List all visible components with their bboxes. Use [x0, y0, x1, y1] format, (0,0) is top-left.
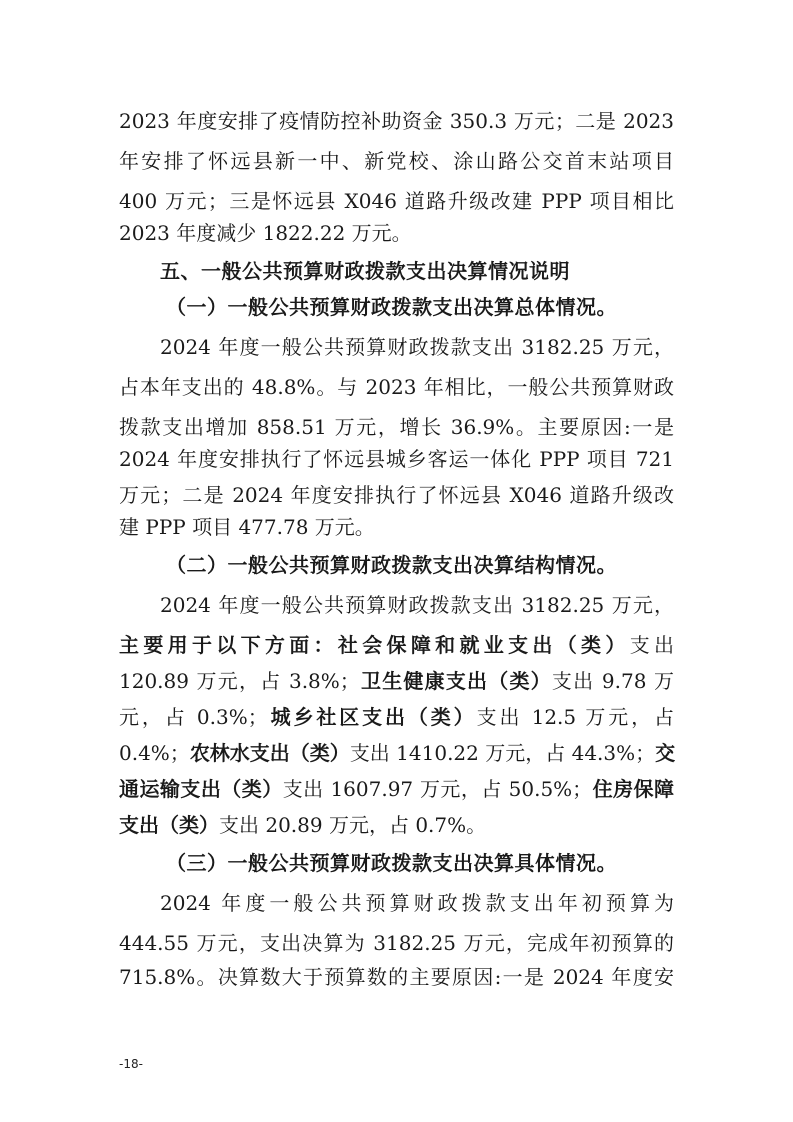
text-line: 444.55 万元，支出决算为 3182.25 万元，完成年初预算的	[119, 931, 674, 955]
text-line: 万元；二是 2024 年度安排执行了怀远县 X046 道路升级改	[119, 483, 674, 507]
text-span: 支出 1410.22 万元，占 44.3%；	[349, 741, 656, 765]
text-line: 2024 年度一般公共预算财政拨款支出 3182.25 万元，	[160, 335, 674, 359]
text-line	[119, 703, 674, 731]
text-line	[119, 667, 674, 695]
text-line	[119, 631, 674, 659]
text-line: 2024 年度安排执行了怀远县城乡客运一体化 PPP 项目 721	[119, 447, 674, 471]
category-transport: 通运输支出（类）	[119, 777, 283, 801]
category-health: 卫生健康支出（类）	[359, 669, 552, 693]
section-heading: 五、一般公共预算财政拨款支出决算情况说明	[160, 259, 570, 283]
text-line: 715.8%。决算数大于预算数的主要原因:一是 2024 年度安	[119, 965, 674, 989]
category-urban-rural: 城乡社区支出（类）	[267, 705, 477, 729]
text-span: 支出 9.78 万	[551, 669, 674, 693]
text-line: 2023 年度减少 1822.22 万元。	[119, 221, 412, 245]
category-transport-start: 交	[655, 741, 676, 765]
subsection-heading-3: （三）一般公共预算财政拨款支出决算具体情况。	[166, 851, 617, 875]
page-number: -18-	[119, 1057, 143, 1071]
text-line: 2023 年度安排了疫情防控补助资金 350.3 万元；二是 2023	[119, 109, 674, 133]
text-span: 支出 20.89 万元，占 0.7%。	[219, 813, 487, 837]
bold-lead: 主要用于以下方面：	[119, 633, 338, 657]
subsection-heading-2: （二）一般公共预算财政拨款支出决算结构情况。	[166, 553, 617, 577]
text-span: 120.89 万元，占 3.8%；	[119, 669, 360, 693]
text-line: 2024 年度一般公共预算财政拨款支出 3182.25 万元，	[160, 593, 674, 617]
text-line	[119, 811, 674, 839]
category-housing: 支出（类）	[119, 813, 219, 837]
text-line	[119, 775, 674, 803]
category-social-security: 社会保障和就业支出（类）	[337, 633, 630, 657]
text-line: 400 万元；三是怀远县 X046 道路升级改建 PPP 项目相比	[119, 189, 674, 213]
text-span: 0.4%；	[119, 741, 190, 765]
subsection-heading-1: （一）一般公共预算财政拨款支出决算总体情况。	[166, 295, 617, 319]
text-span: 支出 1607.97 万元，占 50.5%；	[282, 777, 593, 801]
text-line	[119, 739, 674, 767]
text-span: 元，占 0.3%；	[119, 705, 268, 729]
text-line: 占本年支出的 48.8%。与 2023 年相比，一般公共预算财政	[119, 375, 674, 399]
category-agriculture: 农林水支出（类）	[189, 741, 350, 765]
text-line: 2024 年度一般公共预算财政拨款支出年初预算为	[160, 891, 674, 915]
text-span: 支出	[629, 633, 675, 657]
text-line: 拨款支出增加 858.51 万元，增长 36.9%。主要原因:一是	[119, 415, 674, 439]
text-span: 支出 12.5 万元，占	[476, 705, 675, 729]
text-line: 建 PPP 项目 477.78 万元。	[119, 515, 375, 539]
category-housing-start: 住房保障	[592, 777, 675, 801]
text-line: 年安排了怀远县新一中、新党校、涂山路公交首末站项目	[119, 149, 674, 173]
